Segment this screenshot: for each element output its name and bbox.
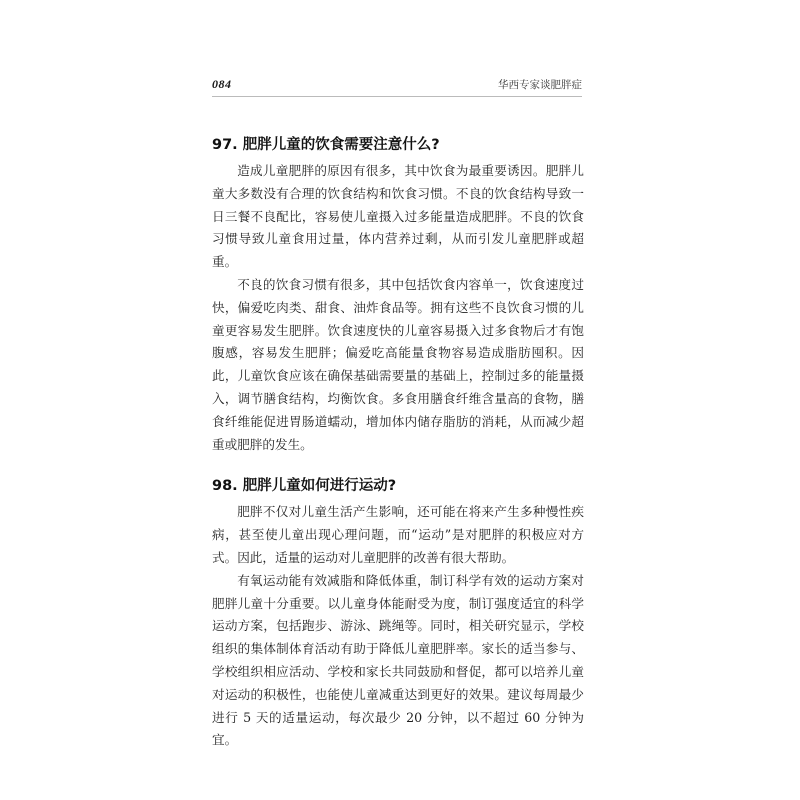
paragraph: 肥胖不仅对儿童生活产生影响，还可能在将来产生多种慢性疾病，甚至使儿童出现心理问题，而“运动”是对肥胖的积极应对方式。因此，适量的运动对儿童肥胖的改善有很大帮助。 — [212, 504, 584, 565]
section-98 — [212, 474, 584, 752]
paragraph: 不良的饮食习惯有很多，其中包括饮食内容单一，饮食速度过快，偏爱吃肉类、甜食、油炸食品等。拥有这些不良饮食习惯的儿童更容易发生肥胖。饮食速度快的儿童容易摄入过多食物后才有饱腹感，容易发生肥胖；偏爱吃高能量食物容易造成脂肪囤积。因此，儿童饮食应该在确保基础需要量的基础上，控制过多的能量摄入，调节膳食结构，均衡饮食。多食用膳食纤维含量高的食物，膳食纤维能促进胃肠道蠕动，增加体内储存脂肪的消耗，从而减少超重或肥胖的发生。 — [212, 276, 584, 452]
section-97 — [212, 133, 584, 456]
page-content — [212, 133, 584, 752]
page-number: 084 — [212, 77, 232, 91]
header-divider — [212, 96, 582, 97]
paragraph: 有氧运动能有效减脂和降低体重，制订科学有效的运动方案对肥胖儿童十分重要。以儿童身体能耐受为度，制订强度适宜的科学运动方案，包括跑步、游泳、跳绳等。同时，相关研究显示，学校组织的集体制体育活动有助于降低儿童肥胖率。家长的适当参与、学校组织相应活动、学校和家长共同鼓励和督促，都可以培养儿童对运动的积极性，也能使儿童减重达到更好的效果。建议每周最少进行 5 天的适量运动，每次最少 20 分钟，以不超过 60 分钟为宜。 — [212, 572, 584, 748]
running-head — [212, 77, 582, 97]
book-title: 华西专家谈肥胖症 — [498, 79, 582, 91]
paragraph: 造成儿童肥胖的原因有很多，其中饮食为最重要诱因。肥胖儿童大多数没有合理的饮食结构和饮食习惯。不良的饮食结构导致一日三餐不良配比，容易使儿童摄入过多能量造成肥胖。不良的饮食习惯导致儿童食用过量，体内营养过剩，从而引发儿童肥胖或超重。 — [212, 163, 584, 270]
section-title: 97. 肥胖儿童的饮食需要注意什么? — [212, 137, 440, 153]
section-title: 98. 肥胖儿童如何进行运动? — [212, 478, 397, 495]
